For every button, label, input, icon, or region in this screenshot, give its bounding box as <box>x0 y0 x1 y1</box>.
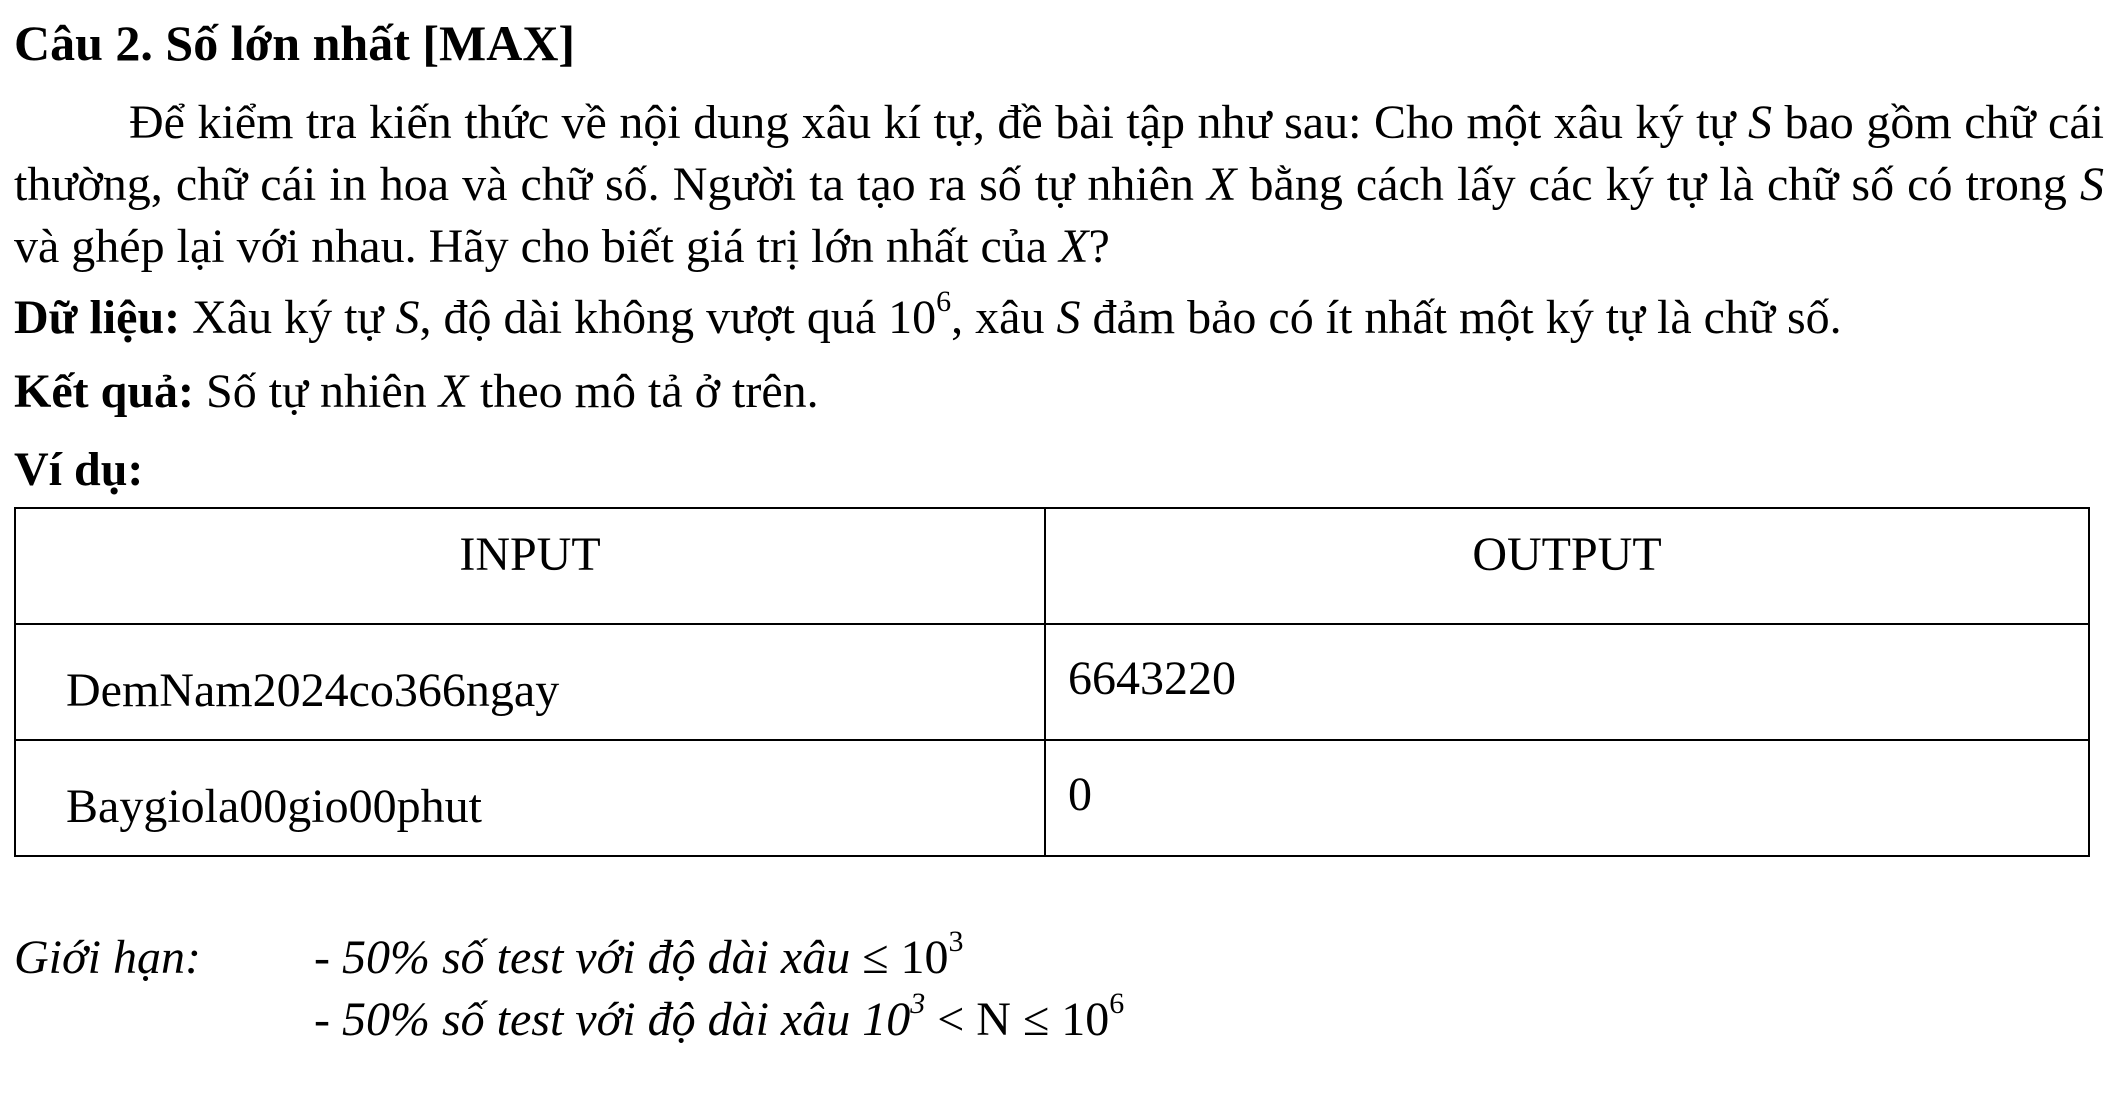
constraint-item <box>314 987 1125 1047</box>
output-spec-label: Kết quả: <box>14 365 194 418</box>
statement-text: bao gồm chữ cái thường, chữ cái in hoa và chữ số. Người ta tạo ra số tự nhiên <box>14 96 2105 211</box>
problem-statement <box>14 92 2104 278</box>
input-spec-text: đảm bảo có ít nhất một ký tự là chữ số. <box>1080 291 1842 344</box>
statement-text: bằng cách lấy các ký tự là chữ số có trong <box>1236 158 2081 211</box>
var-s: S <box>1747 96 1772 149</box>
cell-input: DemNam2024co366ngay <box>15 624 1045 740</box>
constraint-text: - 50% số test với độ dài xâu <box>314 931 863 984</box>
output-spec-text: Số tự nhiên <box>194 365 439 418</box>
constraint-item <box>314 925 964 985</box>
cell-input: Baygiola00gio00phut <box>15 740 1045 856</box>
exponent: 6 <box>1109 987 1125 1020</box>
constraint-text: < N <box>925 993 1023 1046</box>
var-x: X <box>1059 220 1089 273</box>
statement-text: Để kiểm tra kiến thức về nội dung xâu kí tự, đề bài tập như sau: Cho một xâu ký tự <box>129 96 1748 149</box>
var-x: X <box>1207 158 1237 211</box>
table-row <box>15 624 2089 740</box>
exponent: 3 <box>910 987 926 1020</box>
constraint-text: - 50% số test với độ dài xâu 10 <box>314 993 911 1046</box>
constraint-text: ≤ 10 <box>862 931 949 984</box>
constraints-label: Giới hạn: <box>14 931 201 984</box>
example-table <box>14 507 2090 857</box>
var-s: S <box>395 291 420 344</box>
input-spec-text: Xâu ký tự <box>180 291 396 344</box>
output-spec-text: theo mô tả ở trên. <box>468 365 819 418</box>
problem-title: Câu 2. Số lớn nhất [MAX] <box>14 15 576 71</box>
table-header-row <box>15 508 2089 624</box>
input-spec-label: Dữ liệu: <box>14 291 181 344</box>
exponent: 3 <box>948 925 964 958</box>
statement-text: ? <box>1088 220 1110 273</box>
table-row <box>15 740 2089 856</box>
header-output: OUTPUT <box>1045 508 2089 624</box>
var-s: S <box>1056 291 1081 344</box>
header-input: INPUT <box>15 508 1045 624</box>
exponent: 6 <box>936 285 952 318</box>
constraint-text: ≤ 10 <box>1022 993 1110 1046</box>
cell-output: 0 <box>1045 740 2089 856</box>
input-spec-text: , xâu <box>951 291 1057 344</box>
example-label: Ví dụ: <box>14 443 144 496</box>
var-s: S <box>2080 158 2105 211</box>
var-x: X <box>438 365 469 418</box>
output-spec <box>14 364 819 419</box>
cell-output: 6643220 <box>1045 624 2089 740</box>
input-spec-text: , độ dài không vượt quá 10 <box>419 291 937 344</box>
input-spec <box>14 285 1842 345</box>
statement-text: và ghép lại với nhau. Hãy cho biết giá trị lớn nhất của <box>14 220 1060 273</box>
